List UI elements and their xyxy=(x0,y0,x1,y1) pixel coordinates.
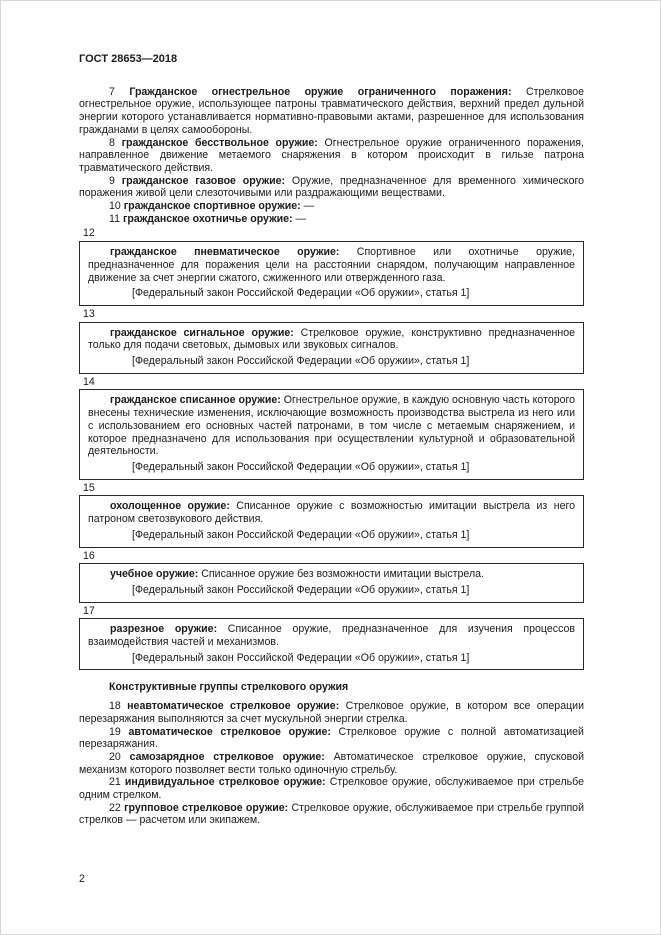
boxed-term-15 xyxy=(79,482,584,548)
term-item-19 xyxy=(79,726,584,751)
term-definition: Стрелковое оружие, обслуживаемое при стрельбе группой стрелков — расчетом или экипажем. xyxy=(79,801,584,827)
term-number: 22 xyxy=(109,801,121,814)
boxed-term-number: 15 xyxy=(83,481,95,494)
term-definition: Стрелковое оружие, в котором все операции перезаряжания выполняются за счет мускульной энергии стрелка. xyxy=(79,700,584,725)
source-line: [Федеральный закон Российской Федерации «Об оружии», статья 1] xyxy=(132,355,470,368)
term-number: 7 xyxy=(109,85,115,98)
term-item-7 xyxy=(79,86,584,137)
term-name: групповое стрелковое оружие: xyxy=(124,801,289,814)
source-line: [Федеральный закон Российской Федерации «Об оружии», статья 1] xyxy=(132,528,470,541)
term-number: 21 xyxy=(109,776,121,789)
term-name: гражданское охотничье оружие: xyxy=(122,212,293,225)
term-number: 9 xyxy=(109,174,115,187)
boxed-term-number: 17 xyxy=(83,604,95,617)
term-definition: Списанное оружие с возможностью имитации выстрела из него патроном светозвукового действия. xyxy=(88,500,575,526)
boxed-term-number: 16 xyxy=(83,549,95,562)
term-box xyxy=(79,241,584,306)
term-name: неавтоматическое стрелковое оружие: xyxy=(127,700,340,713)
term-definition: Спортивное или охотничье оружие, предназначенное для поражения цели на расстоянии снарядом, получающим направленное движение за счет энергии сжатого, сжиженного или отвержденного газа. xyxy=(88,246,575,284)
term-name: разрезное оружие: xyxy=(110,623,218,636)
term-definition: Автоматическое стрелковое оружие, спусковой механизм которого позволяет вести только одиночную стрельбу. xyxy=(79,750,585,776)
term-item-13 xyxy=(88,327,575,352)
term-name: гражданское спортивное оружие: xyxy=(123,200,301,213)
term-definition: Стрелковое оружие, конструктивно предназначенное только для подачи световых, дымовых или звуковых сигналов. xyxy=(88,326,575,352)
term-box xyxy=(79,618,584,670)
term-name: гражданское пневматическое оружие: xyxy=(110,246,340,259)
term-definition: Стрелковое оружие с полной автоматизацией перезаряжания. xyxy=(79,725,584,751)
term-definition: Огнестрельное оружие ограниченного поражения, направленное движение метаемого снаряжения в котором происходит в гильзе патрона травматического действия. xyxy=(79,136,584,174)
term-definition: Списанное оружие, предназначенное для изучения процессов взаимодействия частей и механизмов. xyxy=(88,623,576,649)
term-item-14 xyxy=(88,394,575,458)
term-box xyxy=(79,563,584,602)
term-definition: — xyxy=(295,212,307,225)
source-line: [Федеральный закон Российской Федерации «Об оружии», статья 1] xyxy=(132,287,470,300)
source-line: [Федеральный закон Российской Федерации «Об оружии», статья 1] xyxy=(132,460,470,473)
source-line: [Федеральный закон Российской Федерации «Об оружии», статья 1] xyxy=(132,651,470,664)
term-box xyxy=(79,389,584,479)
doc-header: ГОСТ 28653—2018 xyxy=(79,53,178,65)
term-definition: Списанное оружие без возможности имитации выстрела. xyxy=(201,568,484,581)
term-definition: Стрелковое огнестрельное оружие, использующее патроны травматического действия, верхний предел дульной энергии которого устанавливается нормативно-правовыми актами, разрешенное для использования гражданами в целях самообороны. xyxy=(79,85,584,136)
term-name: гражданское сигнальное оружие: xyxy=(110,326,294,339)
term-name: гражданское бесствольное оружие: xyxy=(121,136,318,149)
term-item-22 xyxy=(79,802,584,827)
term-item-9 xyxy=(79,175,584,200)
term-item-21 xyxy=(79,776,584,801)
term-item-15 xyxy=(88,500,575,525)
term-name: гражданское газовое оружие: xyxy=(121,174,286,187)
term-name: самозарядное стрелковое оружие: xyxy=(129,750,325,763)
term-number: 8 xyxy=(109,136,115,149)
term-item-10 xyxy=(79,200,584,213)
term-name: Гражданское огнестрельное оружие ограниченного поражения: xyxy=(129,85,512,98)
boxed-term-number: 14 xyxy=(83,375,95,388)
term-number: 10 xyxy=(109,200,121,213)
term-item-8 xyxy=(79,137,584,175)
term-name: охолощенное оружие: xyxy=(110,500,230,513)
boxed-term-12 xyxy=(79,227,584,306)
term-name: гражданское списанное оружие: xyxy=(110,394,281,407)
term-item-18 xyxy=(79,700,584,725)
term-name: учебное оружие: xyxy=(110,568,199,581)
boxed-term-14 xyxy=(79,376,584,480)
term-definition: Стрелковое оружие, обслуживаемое при стрельбе одним стрелком. xyxy=(79,776,584,802)
term-item-12 xyxy=(88,246,575,284)
term-name: индивидуальное стрелковое оружие: xyxy=(124,776,326,789)
boxed-term-13 xyxy=(79,308,584,374)
term-definition: Оружие, предназначенное для временного химического поражения живой цели слезоточивыми или раздражающими веществами. xyxy=(79,174,584,200)
source-line: [Федеральный закон Российской Федерации «Об оружии», статья 1] xyxy=(132,583,470,596)
boxed-term-17 xyxy=(79,605,584,671)
term-name: автоматическое стрелковое оружие: xyxy=(128,725,331,738)
term-definition: Огнестрельное оружие, в каждую основную часть которого внесены технические изменения, исключающие возможность производства выстрела из него или с использованием его основных частей патронами, в том числе с метаемым снаряжением, и которое предназначено для использования при осуществлении культурной и образовательной деятельности. xyxy=(88,394,576,458)
boxed-term-number: 13 xyxy=(83,307,95,320)
term-definition: — xyxy=(303,200,315,213)
term-number: 18 xyxy=(109,700,121,713)
term-item-20 xyxy=(79,751,584,776)
page-number: 2 xyxy=(79,873,85,886)
term-item-17 xyxy=(88,623,575,648)
boxed-term-16 xyxy=(79,550,584,603)
section-heading: Конструктивные группы стрелкового оружия xyxy=(109,681,349,694)
boxed-term-number: 12 xyxy=(83,227,95,240)
term-box xyxy=(79,322,584,374)
term-item-11 xyxy=(79,213,584,226)
term-number: 19 xyxy=(109,725,121,738)
term-item-16 xyxy=(88,568,575,581)
term-box xyxy=(79,495,584,547)
term-number: 20 xyxy=(109,750,121,763)
term-number: 11 xyxy=(109,212,120,225)
